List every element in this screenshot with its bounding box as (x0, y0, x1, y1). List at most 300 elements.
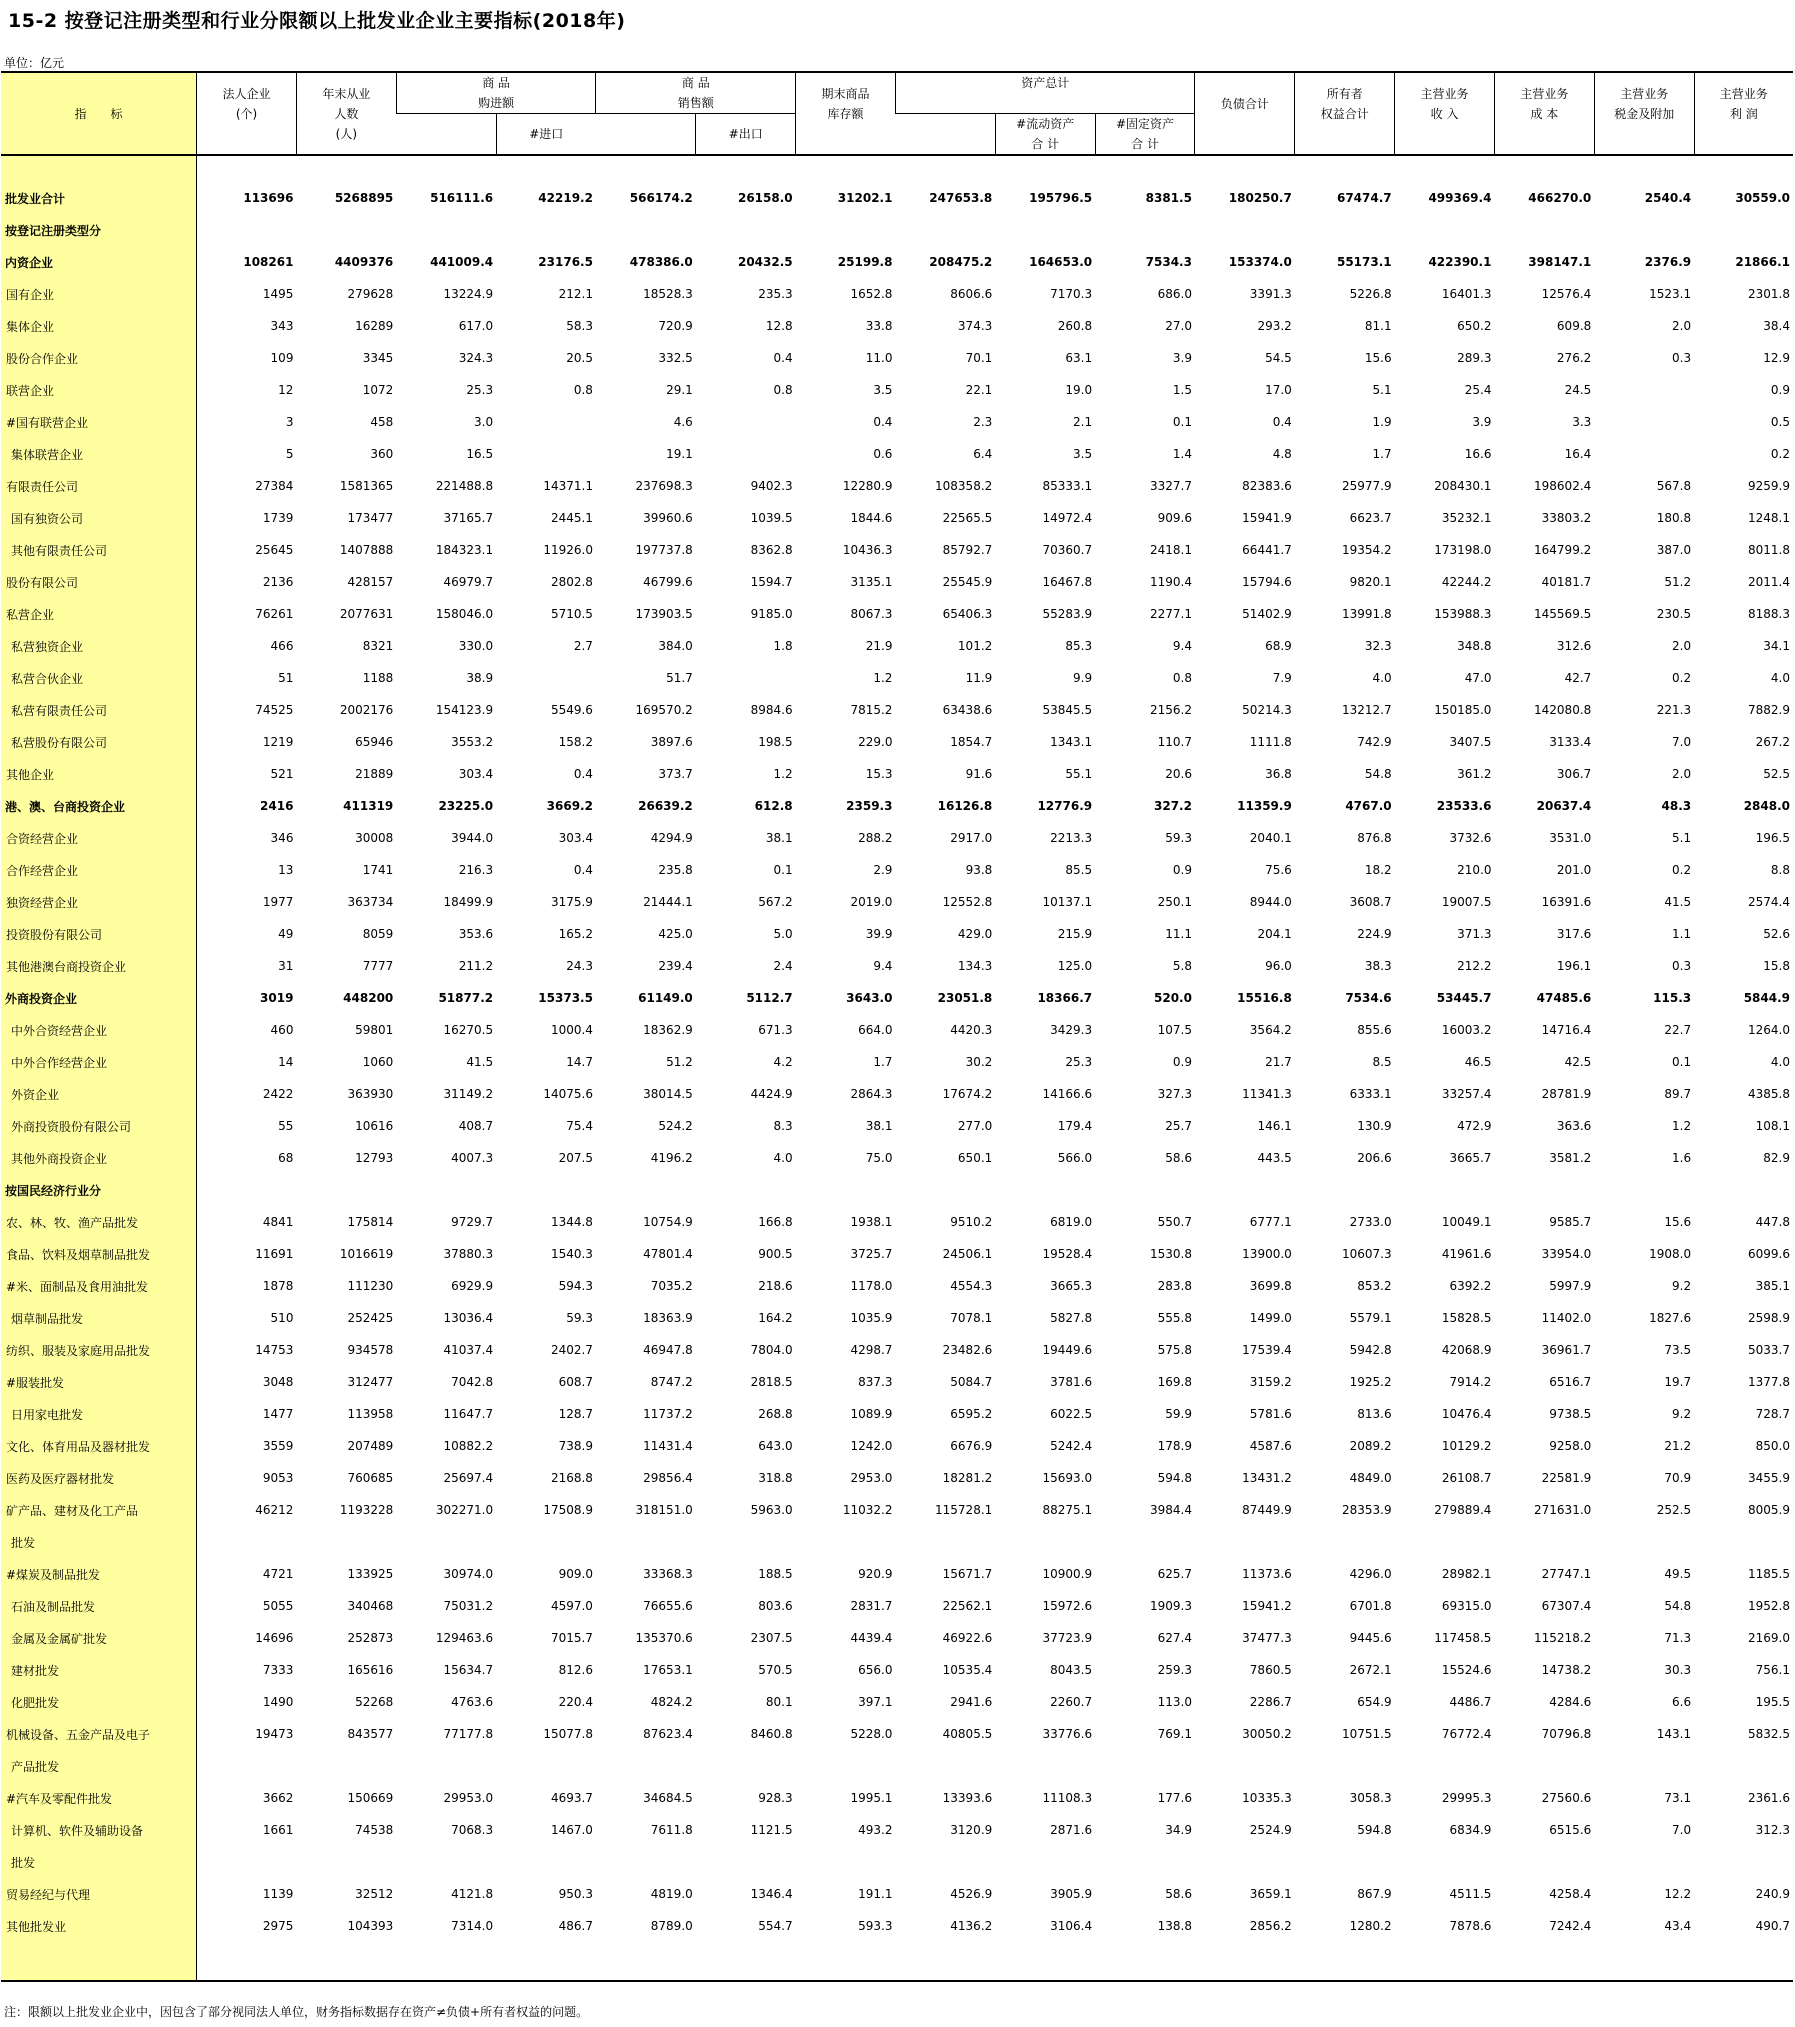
value-cell: 138.8 (1157, 1919, 1192, 1933)
value-cell: 239.4 (658, 959, 693, 973)
value-cell: 37165.7 (443, 511, 494, 525)
value-cell: 324.3 (458, 351, 494, 365)
table-row (1, 662, 1793, 694)
value-cell: 650.2 (1457, 319, 1492, 333)
value-cell: 302271.0 (435, 1503, 494, 1517)
value-cell: 398147.1 (1528, 255, 1592, 269)
value-cell: 10137.1 (1042, 895, 1093, 909)
value-cell: 555.8 (1157, 1311, 1192, 1325)
value-cell: 1499.0 (1249, 1311, 1292, 1325)
value-cell: 5084.7 (950, 1375, 993, 1389)
value-cell: 1739 (262, 511, 294, 525)
value-cell: 2416 (260, 799, 294, 813)
value-cell: 3.9 (1172, 351, 1192, 365)
value-cell: 107.5 (1157, 1023, 1192, 1037)
value-cell: 19.1 (666, 447, 693, 461)
value-cell: 33368.3 (643, 1567, 693, 1581)
value-cell: 21.9 (865, 639, 893, 653)
row-label: 投资股份有限公司 (1, 918, 197, 950)
value-cell: 76772.4 (1441, 1727, 1492, 1741)
value-cell: 63438.6 (942, 703, 993, 717)
header-tax: 主营业务 税金及附加 (1594, 72, 1694, 155)
row-label: 化肥批发 (1, 1686, 197, 1718)
value-cell: 252425 (347, 1311, 394, 1325)
value-cell: 428157 (347, 575, 394, 589)
value-cell: 1.9 (1372, 415, 1392, 429)
value-cell: 25977.9 (1342, 479, 1392, 493)
value-cell: 330.0 (458, 639, 494, 653)
value-cell: 184323.1 (435, 543, 494, 557)
value-cell: 49 (278, 927, 294, 941)
value-cell: 207.5 (558, 1151, 593, 1165)
table-row (1, 950, 1793, 982)
value-cell: 3553.2 (451, 735, 494, 749)
value-cell (1395, 1174, 1495, 1206)
value-cell: 472.9 (1457, 1119, 1492, 1133)
value-cell: 7534.6 (1345, 991, 1392, 1005)
value-cell (1594, 1174, 1694, 1206)
value-cell: 346 (270, 831, 294, 845)
value-cell: 16289 (355, 319, 394, 333)
value-cell: 38.1 (865, 1119, 893, 1133)
header-current-assets: #流动资产 合 计 (995, 114, 1095, 156)
value-cell: 1.7 (873, 1055, 893, 1069)
value-cell: 11926.0 (543, 543, 593, 557)
value-cell: 6.4 (973, 447, 993, 461)
value-cell: 2.4 (773, 959, 793, 973)
value-cell: 58.3 (566, 319, 593, 333)
value-cell: 2.1 (1073, 415, 1093, 429)
value-cell: 9738.5 (1549, 1407, 1592, 1421)
table-row (1, 886, 1793, 918)
value-cell: 0.4 (573, 767, 593, 781)
table-row (1, 630, 1793, 662)
header-sales-blank (596, 114, 696, 156)
table-row (1, 1078, 1793, 1110)
value-cell: 510 (270, 1311, 294, 1325)
value-cell (895, 1750, 995, 1782)
value-cell: 2077631 (339, 607, 394, 621)
header-employees: 年末从业 人数 (人) (296, 72, 396, 155)
value-cell: 3019 (260, 991, 294, 1005)
spacer-cell (396, 155, 496, 182)
spacer-cell (1295, 1942, 1395, 1981)
value-cell (1694, 1750, 1793, 1782)
table-row (1, 1750, 1793, 1782)
value-cell: 10754.9 (643, 1215, 693, 1229)
value-cell: 3058.3 (1349, 1791, 1392, 1805)
value-cell: 197737.8 (635, 543, 693, 557)
table-row (1, 566, 1793, 598)
value-cell: 14972.4 (1042, 511, 1093, 525)
value-cell: 1121.5 (750, 1823, 793, 1837)
value-cell: 4.0 (1770, 671, 1790, 685)
value-cell: 11431.4 (643, 1439, 693, 1453)
value-cell: 12.8 (765, 319, 793, 333)
value-cell: 73.5 (1664, 1343, 1692, 1357)
value-cell: 2.0 (1672, 639, 1692, 653)
value-cell (296, 1174, 396, 1206)
value-cell: 7815.2 (850, 703, 893, 717)
value-cell: 75.4 (566, 1119, 593, 1133)
value-cell: 211.2 (458, 959, 494, 973)
value-cell: 837.3 (858, 1375, 893, 1389)
value-cell: 1016619 (339, 1247, 394, 1261)
value-cell: 25697.4 (443, 1471, 494, 1485)
table-row (1, 758, 1793, 790)
value-cell: 18528.3 (643, 287, 693, 301)
value-cell: 89.7 (1664, 1087, 1692, 1101)
row-label: 石油及制品批发 (1, 1590, 197, 1622)
value-cell: 656.0 (858, 1663, 893, 1677)
value-cell: 25545.9 (942, 575, 993, 589)
value-cell (696, 1846, 796, 1878)
value-cell: 259.3 (1157, 1663, 1192, 1677)
header-inventory: 期末商品 库存额 (796, 72, 896, 155)
value-cell: 32.3 (1364, 639, 1392, 653)
value-cell: 115218.2 (1534, 1631, 1592, 1645)
value-cell: 34.9 (1165, 1823, 1192, 1837)
row-label: 外商投资股份有限公司 (1, 1110, 197, 1142)
value-cell: 554.7 (758, 1919, 793, 1933)
value-cell: 240.9 (1755, 1887, 1790, 1901)
value-cell: 42068.9 (1441, 1343, 1492, 1357)
value-cell: 1.8 (773, 639, 793, 653)
value-cell: 5228.0 (850, 1727, 893, 1741)
value-cell: 53845.5 (1042, 703, 1093, 717)
value-cell: 1139 (262, 1887, 294, 1901)
value-cell: 21.7 (1265, 1055, 1292, 1069)
value-cell: 6834.9 (1449, 1823, 1492, 1837)
header-exports: #出口 (696, 114, 796, 156)
value-cell: 594.3 (558, 1279, 593, 1293)
header-indicator: 指 标 (1, 72, 197, 155)
value-cell: 75031.2 (443, 1599, 494, 1613)
value-cell: 371.3 (1457, 927, 1492, 941)
value-cell (396, 1750, 496, 1782)
value-cell: 27.0 (1165, 319, 1192, 333)
value-cell: 24.3 (566, 959, 593, 973)
value-cell: 5055 (262, 1599, 294, 1613)
value-cell: 18499.9 (443, 895, 494, 909)
table-row (1, 694, 1793, 726)
value-cell: 458 (370, 415, 394, 429)
value-cell: 34.1 (1763, 639, 1790, 653)
value-cell: 9820.1 (1349, 575, 1392, 589)
value-cell: 8.5 (1372, 1055, 1392, 1069)
value-cell: 15524.6 (1441, 1663, 1492, 1677)
header-imports: #进口 (496, 114, 596, 156)
row-label: 港、澳、台商投资企业 (1, 790, 197, 822)
value-cell: 3 (285, 415, 294, 429)
value-cell: 289.3 (1457, 351, 1492, 365)
value-cell (197, 1174, 297, 1206)
value-cell: 52.6 (1763, 927, 1790, 941)
value-cell: 42.5 (1564, 1055, 1592, 1069)
spacer-row-bottom (1, 1942, 1793, 1981)
value-cell: 55283.9 (1042, 607, 1093, 621)
value-cell: 566.0 (1057, 1151, 1093, 1165)
value-cell: 33954.0 (1541, 1247, 1592, 1261)
value-cell: 4.0 (1770, 1055, 1790, 1069)
value-cell: 812.6 (558, 1663, 593, 1677)
value-cell: 5549.6 (550, 703, 593, 717)
value-cell: 71.3 (1664, 1631, 1692, 1645)
row-label: 批发 (1, 1526, 197, 1558)
value-cell: 318.8 (758, 1471, 793, 1485)
table-row (1, 1782, 1793, 1814)
value-cell: 108358.2 (935, 479, 993, 493)
value-cell: 196.5 (1755, 831, 1790, 845)
value-cell: 17.0 (1265, 383, 1292, 397)
value-cell: 575.8 (1157, 1343, 1192, 1357)
value-cell: 279889.4 (1434, 1503, 1492, 1517)
value-cell: 7611.8 (650, 1823, 693, 1837)
table-row (1, 374, 1793, 406)
value-cell: 570.5 (758, 1663, 793, 1677)
value-cell: 2.3 (973, 415, 993, 429)
value-cell: 16467.8 (1042, 575, 1093, 589)
value-cell: 30559.0 (1735, 191, 1790, 205)
value-cell: 374.3 (957, 319, 993, 333)
value-cell: 8606.6 (950, 287, 993, 301)
value-cell: 164.2 (758, 1311, 793, 1325)
value-cell: 1952.8 (1748, 1599, 1790, 1613)
value-cell: 4767.0 (1345, 799, 1392, 813)
table-row (1, 246, 1793, 278)
spacer-cell (696, 1942, 796, 1981)
value-cell (1594, 374, 1694, 406)
value-cell: 96.0 (1265, 959, 1292, 973)
value-cell (1095, 1846, 1195, 1878)
row-label: 中外合资经营企业 (1, 1014, 197, 1046)
value-cell: 201.0 (1556, 863, 1592, 877)
header-purchases: 商 品 购进额 (396, 72, 596, 114)
value-cell: 46979.7 (443, 575, 494, 589)
row-label: 机械设备、五金产品及电子 (1, 1718, 197, 1750)
value-cell: 34684.5 (643, 1791, 693, 1805)
value-cell: 5.8 (1172, 959, 1192, 973)
row-label: 国有企业 (1, 278, 197, 310)
value-cell: 51402.9 (1242, 607, 1292, 621)
value-cell: 1977 (262, 895, 294, 909)
header-equity: 所有者 权益合计 (1295, 72, 1395, 155)
value-cell: 10900.9 (1042, 1567, 1093, 1581)
value-cell: 2818.5 (750, 1375, 793, 1389)
value-cell: 2168.8 (550, 1471, 593, 1485)
value-cell: 2307.5 (750, 1631, 793, 1645)
value-cell: 7914.2 (1449, 1375, 1492, 1389)
value-cell: 343 (270, 319, 294, 333)
value-cell: 516111.6 (430, 191, 494, 205)
value-cell: 567.2 (758, 895, 793, 909)
value-cell: 11.0 (865, 351, 893, 365)
value-cell: 14753 (255, 1343, 294, 1357)
value-cell: 850.0 (1755, 1439, 1790, 1453)
value-cell: 32512 (355, 1887, 394, 1901)
value-cell: 1111.8 (1249, 735, 1292, 749)
value-cell: 5827.8 (1050, 1311, 1093, 1325)
value-cell: 4.0 (1372, 671, 1392, 685)
value-cell: 215.9 (1057, 927, 1093, 941)
table-row (1, 1622, 1793, 1654)
value-cell: 12552.8 (942, 895, 993, 909)
value-cell: 2.0 (1672, 319, 1692, 333)
value-cell: 1.2 (873, 671, 893, 685)
value-cell: 11.1 (1165, 927, 1192, 941)
value-cell: 0.6 (873, 447, 893, 461)
value-cell: 6515.6 (1549, 1823, 1592, 1837)
value-cell: 429.0 (957, 927, 993, 941)
value-cell: 2848.0 (1743, 799, 1790, 813)
value-cell (1395, 214, 1495, 246)
value-cell: 73.1 (1664, 1791, 1692, 1805)
value-cell: 29953.0 (443, 1791, 494, 1805)
value-cell: 10129.2 (1441, 1439, 1492, 1453)
value-cell: 38.4 (1763, 319, 1790, 333)
value-cell: 20432.5 (737, 255, 793, 269)
value-cell: 11341.3 (1242, 1087, 1292, 1101)
value-cell: 332.5 (658, 351, 693, 365)
value-cell: 221.3 (1656, 703, 1692, 717)
value-cell: 4.2 (773, 1055, 793, 1069)
value-cell: 12576.4 (1541, 287, 1592, 301)
value-cell: 4296.0 (1349, 1567, 1392, 1581)
value-cell: 6929.9 (451, 1279, 494, 1293)
value-cell: 2831.7 (850, 1599, 893, 1613)
value-cell: 3781.6 (1050, 1375, 1093, 1389)
value-cell: 460 (270, 1023, 294, 1037)
value-cell: 6333.1 (1349, 1087, 1392, 1101)
value-cell: 276.2 (1556, 351, 1592, 365)
value-cell (1195, 1174, 1295, 1206)
value-cell: 9.2 (1672, 1279, 1692, 1293)
value-cell (1494, 1174, 1594, 1206)
value-cell (1395, 1750, 1495, 1782)
value-cell: 29856.4 (643, 1471, 693, 1485)
value-cell: 4284.6 (1549, 1695, 1592, 1709)
table-row (1, 1590, 1793, 1622)
value-cell: 1925.2 (1349, 1375, 1392, 1389)
value-cell: 88275.1 (1042, 1503, 1093, 1517)
value-cell: 664.0 (858, 1023, 893, 1037)
value-cell: 23533.6 (1436, 799, 1492, 813)
value-cell: 1190.4 (1149, 575, 1192, 589)
value-cell: 198.5 (758, 735, 793, 749)
value-cell: 3984.4 (1149, 1503, 1192, 1517)
value-cell: 38014.5 (643, 1087, 693, 1101)
value-cell: 2871.6 (1050, 1823, 1093, 1837)
table-row (1, 1846, 1793, 1878)
value-cell: 486.7 (558, 1919, 593, 1933)
value-cell: 373.7 (658, 767, 693, 781)
value-cell: 5942.8 (1349, 1343, 1392, 1357)
spacer-cell (995, 1942, 1095, 1981)
value-cell: 42.7 (1564, 671, 1592, 685)
value-cell: 15794.6 (1242, 575, 1292, 589)
value-cell: 2376.9 (1644, 255, 1692, 269)
header-fixed-assets: #固定资产 合 计 (1095, 114, 1195, 156)
value-cell: 21444.1 (643, 895, 693, 909)
value-cell: 16.4 (1564, 447, 1592, 461)
value-cell: 627.4 (1157, 1631, 1192, 1645)
value-cell: 47.0 (1464, 671, 1492, 685)
value-cell: 69315.0 (1441, 1599, 1492, 1613)
value-cell (496, 1750, 596, 1782)
value-cell: 39960.6 (643, 511, 693, 525)
value-cell: 3905.9 (1050, 1887, 1093, 1901)
row-label: 批发 (1, 1846, 197, 1878)
value-cell: 2917.0 (950, 831, 993, 845)
value-cell: 8.8 (1770, 863, 1790, 877)
value-cell: 11402.0 (1541, 1311, 1592, 1325)
spacer-cell (796, 155, 896, 182)
value-cell: 40805.5 (942, 1727, 993, 1741)
unit-label: 单位：亿元 (4, 56, 65, 70)
value-cell: 10607.3 (1342, 1247, 1392, 1261)
value-cell: 4424.9 (750, 1087, 793, 1101)
value-cell: 4121.8 (451, 1887, 494, 1901)
value-cell: 15.3 (865, 767, 893, 781)
value-cell: 177.6 (1157, 1791, 1192, 1805)
value-cell: 4.0 (773, 1151, 793, 1165)
value-cell: 14.7 (566, 1055, 593, 1069)
value-cell: 3133.4 (1549, 735, 1592, 749)
value-cell: 1188 (362, 671, 394, 685)
value-cell: 1280.2 (1349, 1919, 1392, 1933)
value-cell: 40181.7 (1541, 575, 1592, 589)
value-cell: 0.2 (1672, 671, 1692, 685)
value-cell: 65406.3 (942, 607, 993, 621)
value-cell: 2422 (262, 1087, 294, 1101)
value-cell: 76655.6 (643, 1599, 693, 1613)
value-cell: 2975 (262, 1919, 294, 1933)
value-cell: 134.3 (957, 959, 993, 973)
value-cell (1095, 1174, 1195, 1206)
value-cell: 173198.0 (1434, 543, 1492, 557)
value-cell: 348.8 (1457, 639, 1492, 653)
value-cell: 42244.2 (1441, 575, 1492, 589)
value-cell: 23176.5 (538, 255, 593, 269)
value-cell: 115.3 (1653, 991, 1692, 1005)
value-cell (696, 1750, 796, 1782)
value-cell: 0.5 (1770, 415, 1790, 429)
value-cell: 153374.0 (1228, 255, 1292, 269)
value-cell: 625.7 (1157, 1567, 1192, 1581)
value-cell (1295, 1750, 1395, 1782)
value-cell: 363734 (347, 895, 394, 909)
value-cell: 13393.6 (942, 1791, 993, 1805)
value-cell: 742.9 (1357, 735, 1392, 749)
value-cell: 50214.3 (1242, 703, 1292, 717)
value-cell: 29995.3 (1441, 1791, 1492, 1805)
spacer-cell (496, 155, 596, 182)
value-cell: 85.3 (1065, 639, 1093, 653)
value-cell: 5997.9 (1549, 1279, 1592, 1293)
value-cell: 6777.1 (1249, 1215, 1292, 1229)
value-cell: 756.1 (1755, 1663, 1790, 1677)
value-cell: 8005.9 (1748, 1503, 1790, 1517)
value-cell: 10751.5 (1342, 1727, 1392, 1741)
table-row (1, 918, 1793, 950)
value-cell: 208430.1 (1434, 479, 1492, 493)
value-cell: 1248.1 (1748, 511, 1790, 525)
value-cell: 51.7 (666, 671, 693, 685)
value-cell (296, 1526, 396, 1558)
value-cell (496, 662, 596, 694)
value-cell: 188.5 (758, 1567, 793, 1581)
value-cell: 129463.6 (435, 1631, 494, 1645)
